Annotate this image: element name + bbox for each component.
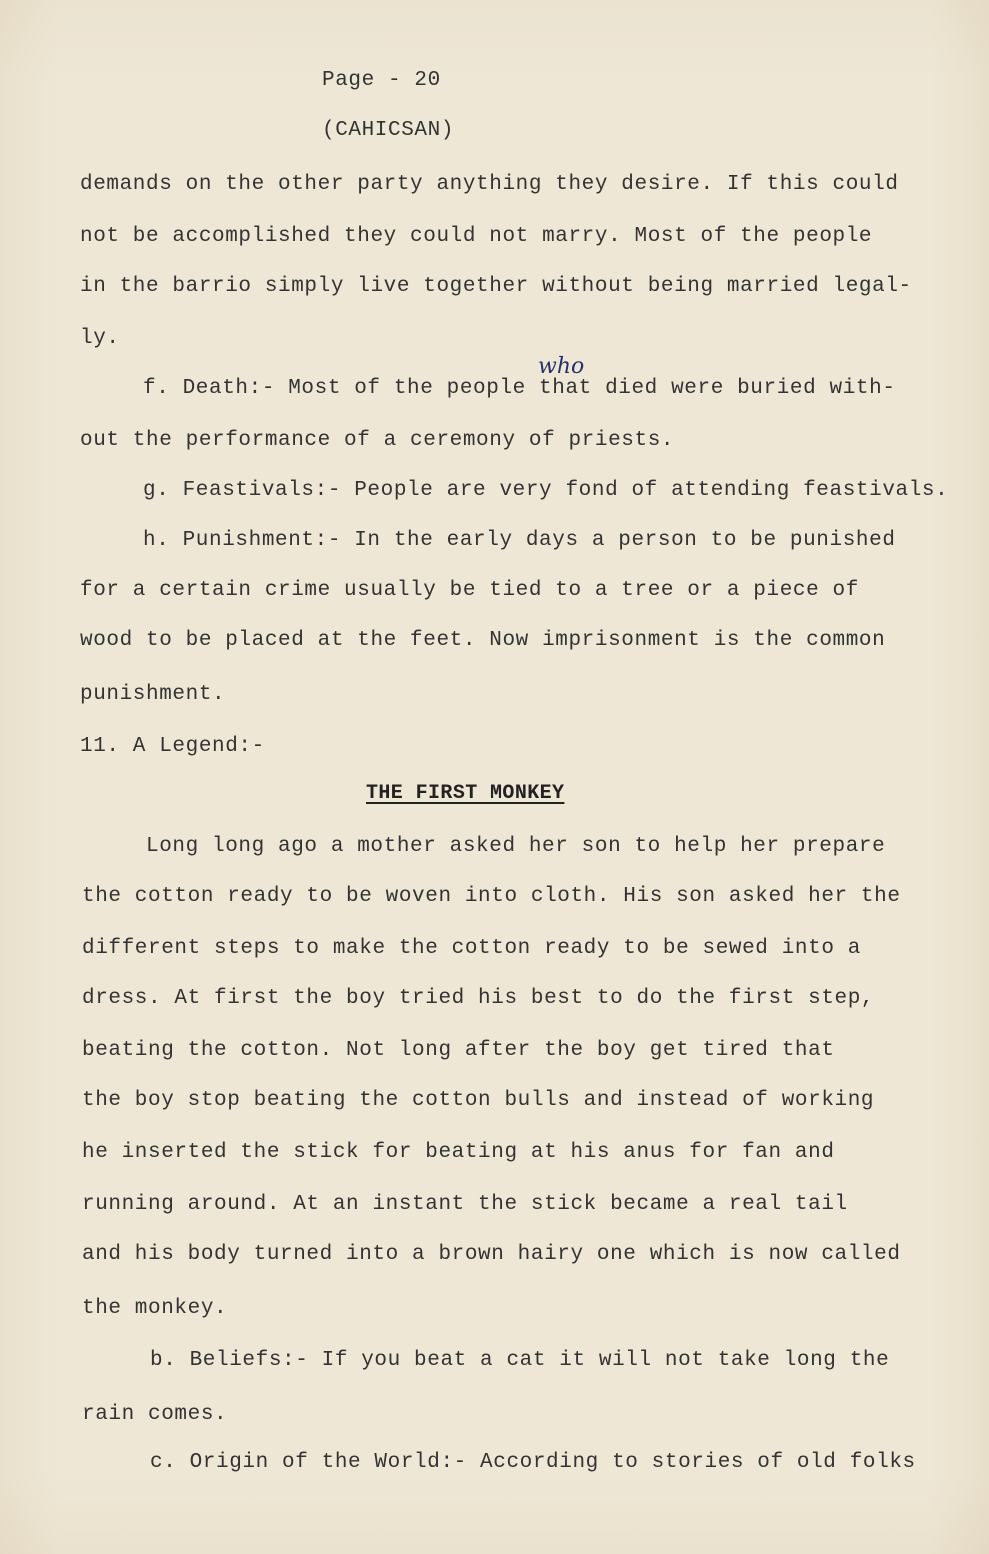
text-line: ly. bbox=[80, 327, 120, 350]
text-line: running around. At an instant the stick became a real tail bbox=[82, 1193, 848, 1216]
place-heading: (CAHICSAN) bbox=[322, 119, 455, 142]
text-line: demands on the other party anything they desire. If this could bbox=[80, 173, 899, 196]
text-line: the monkey. bbox=[82, 1297, 228, 1320]
text-line: for a certain crime usually be tied to a tree or a piece of bbox=[80, 579, 859, 602]
text-line: different steps to make the cotton ready to be sewed into a bbox=[82, 937, 861, 960]
text-line: in the barrio simply live together without being married legal- bbox=[80, 275, 912, 298]
text-line: and his body turned into a brown hairy one which is now called bbox=[82, 1243, 901, 1266]
text-line: the boy stop beating the cotton bulls and instead of working bbox=[82, 1089, 875, 1112]
text-line: not be accomplished they could not marry. Most of the people bbox=[80, 225, 873, 248]
text-line: dress. At first the boy tried his best to do the first step, bbox=[82, 987, 875, 1010]
text-line: c. Origin of the World:- According to stories of old folks bbox=[150, 1451, 916, 1474]
text-line: punishment. bbox=[80, 683, 226, 706]
page-number: Page - 20 bbox=[322, 69, 441, 92]
text-line: rain comes. bbox=[82, 1403, 228, 1426]
text-line: out the performance of a ceremony of priests. bbox=[80, 429, 675, 452]
text-line: Long long ago a mother asked her son to help her prepare bbox=[146, 835, 886, 858]
text-line: f. Death:- Most of the people that died were buried with- bbox=[143, 377, 896, 400]
legend-title: THE FIRST MONKEY bbox=[366, 782, 565, 805]
text-line: the cotton ready to be woven into cloth. His son asked her the bbox=[82, 885, 901, 908]
text-line: g. Feastivals:- People are very fond of attending feastivals. bbox=[143, 479, 949, 502]
text-line: h. Punishment:- In the early days a person to be punished bbox=[143, 529, 896, 552]
text-line: beating the cotton. Not long after the boy get tired that bbox=[82, 1039, 835, 1062]
handwritten-who: who bbox=[538, 354, 585, 379]
text-line: b. Beliefs:- If you beat a cat it will not take long the bbox=[150, 1349, 890, 1372]
text-line: he inserted the stick for beating at his anus for fan and bbox=[82, 1141, 835, 1164]
section-heading: 11. A Legend:- bbox=[80, 735, 265, 758]
text-line: wood to be placed at the feet. Now imprisonment is the common bbox=[80, 629, 886, 652]
